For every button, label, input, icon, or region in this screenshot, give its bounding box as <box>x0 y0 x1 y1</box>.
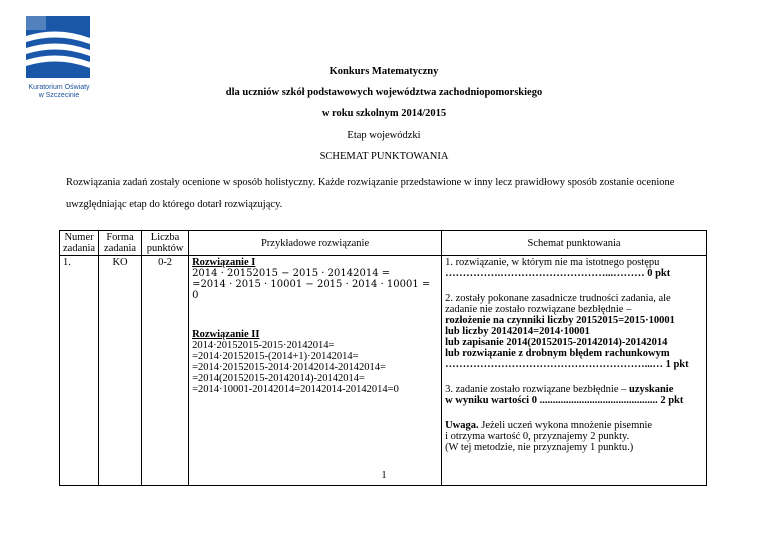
cell-liczba: 0-2 <box>142 256 189 486</box>
score-level-2: 3. zadanie zostało rozwiązane bezbłędnie – uzyskanie w wyniku wartości 0 ............................................. 2 pkt <box>445 384 684 406</box>
cell-numer: 1. <box>60 256 99 486</box>
intro-line-1: Rozwiązania zadań zostały ocenione w sposób holistyczny. Każde rozwiązanie przedstawione w inny lecz prawidłowy sposób zostanie ocenione <box>66 177 675 188</box>
header-forma: Forma zadania <box>99 231 142 256</box>
solution-2-line: =2014·20152015-2014·20142014-20142014= <box>192 362 386 373</box>
solution-1-line: =2014 · 2015 · 10001 − 2015 · 2014 · 10001 = 0 <box>192 279 431 301</box>
logo-line-2: w Szczecinie <box>38 92 80 99</box>
table-row <box>60 256 707 486</box>
solution-1-title: Rozwiązanie I <box>192 257 256 268</box>
intro-line-2: uwzględniając etap do którego dotarł rozwiązujący. <box>66 199 283 210</box>
header-numer: Numer zadania <box>60 231 99 256</box>
contest-title: Konkurs Matematyczny <box>329 66 439 77</box>
table-header-row <box>60 231 707 256</box>
logo-line-1: Kuratorium Oświaty <box>28 84 90 91</box>
solution-2-line: =2014·10001-20142014=20142014-20142014=0 <box>192 384 399 395</box>
header-przyklad: Przykładowe rozwiązanie <box>189 231 442 256</box>
score-level-1: 2. zostały pokonane zasadnicze trudności zadania, ale zadanie nie zostało rozwiązane bezbłędnie – rozłożenie na czynniki liczby 20152015=2015·10001 lub liczby 20142014=2014·10001 lub zapisanie 2014(20152015-20142014)-20142014 lub rozwiązanie z drobnym błędem rachunkowym …………………………………………………...… 1 pkt <box>445 293 689 370</box>
school-year: w roku szkolnym 2014/2015 <box>321 108 447 119</box>
page-number: 1 <box>381 470 387 481</box>
intro-paragraph <box>66 172 726 216</box>
solution-2-line: 2014·20152015-2015·20142014= <box>192 340 335 351</box>
solution-2-title: Rozwiązanie II <box>192 329 260 340</box>
solution-2-line: =2014(20152015-20142014)-20142014= <box>192 373 365 384</box>
score-level-0: 1. rozwiązanie, w którym nie ma istotnego postępu …………….…………………………...……… 0 pkt <box>445 257 671 279</box>
score-note: Uwaga. Jeżeli uczeń wykona mnożenie pisemnie i otrzyma wartość 0, przyznajemy 2 punkty. (W tej metodzie, nie przyznajemy 1 punktu.) <box>445 420 653 453</box>
schema-title: SCHEMAT PUNKTOWANIA <box>319 151 449 162</box>
header-liczba: Liczba punktów <box>142 231 189 256</box>
scoring-table <box>59 230 707 486</box>
cell-scoring <box>442 256 707 486</box>
cell-solution <box>189 256 442 486</box>
solution-2-line: =2014·20152015-(2014+1)·20142014= <box>192 351 359 362</box>
solution-1-line: 2014 · 20152015 − 2015 · 20142014 = <box>192 268 391 279</box>
stage: Etap wojewódzki <box>347 130 421 141</box>
cell-forma: KO <box>99 256 142 486</box>
header-schemat: Schemat punktowania <box>442 231 707 256</box>
contest-subtitle: dla uczniów szkół podstawowych województwa zachodniopomorskiego <box>225 87 543 98</box>
